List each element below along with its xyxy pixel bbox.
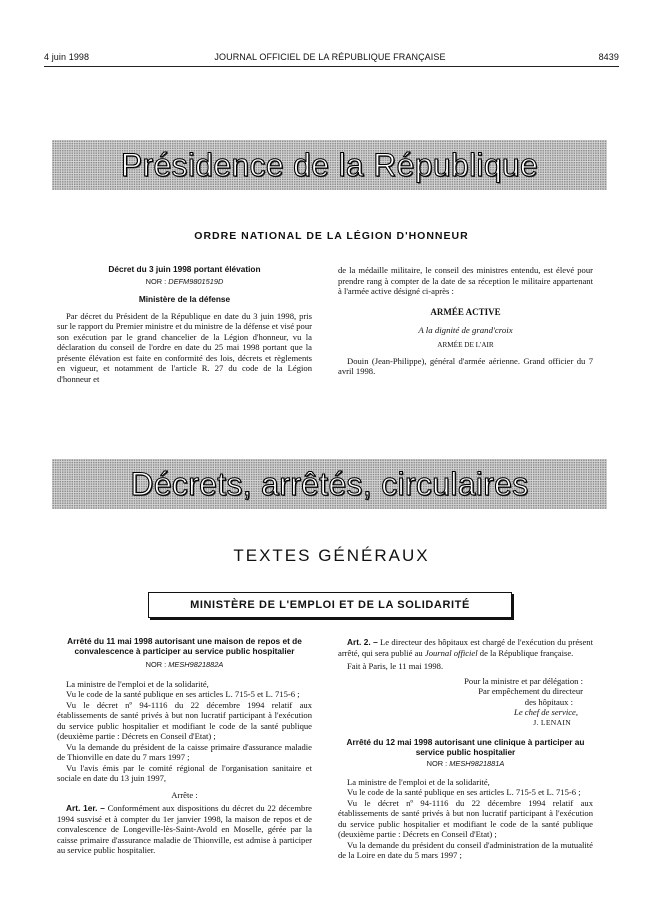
- arrete-1-article-2: [338, 637, 593, 658]
- signature-title: Le chef de service,: [514, 707, 578, 717]
- arrete-1-column: [57, 637, 312, 856]
- banner-decrets-text: Décrets, arrêtés, circulaires: [130, 465, 529, 502]
- arrete-1-paragraph: Vu la demande du président de la caisse primaire d'assurance maladie de Thionville en date du 7 mars 1997 ;: [57, 741, 312, 763]
- header-journal-title: JOURNAL OFFICIEL DE LA RÉPUBLIQUE FRANÇAISE: [214, 52, 446, 62]
- arrete-2-paragraph: Vu la demande du président du conseil d'administration de la mutualité de la Loire en date du 5 mars 1997 ;: [338, 839, 593, 861]
- arrete-1-arrete: Arrête :: [171, 789, 198, 800]
- arrete-1-paragraph: Vu l'avis émis par le comité régional de l'organisation sanitaire et sociale en date du 13 juin 1997,: [57, 762, 312, 784]
- decret-body-continued: de la médaille militaire, le conseil des ministres entendu, est élevé pour prendre rang à compter de la date de sa réception le militaire appartenant à l'armée active désigné ci-après :: [338, 265, 593, 296]
- arrete-1-paragraph: Vu le code de la santé publique en ses articles L. 715-5 et L. 715-6 ;: [66, 689, 300, 700]
- textes-generaux-heading: TEXTES GÉNÉRAUX: [233, 546, 430, 565]
- signature-block: [338, 676, 593, 729]
- decret-column-right: [338, 265, 593, 377]
- arrete-2-paragraph: La ministre de l'emploi et de la solidarité,: [347, 776, 490, 787]
- banner-decrets: [52, 459, 607, 509]
- armee-air-heading: ARMÉE DE L'AIR: [437, 340, 494, 349]
- header-page-number: 8439: [598, 52, 619, 62]
- journal-officiel-ref: Journal officiel: [424, 647, 478, 658]
- arrete-1-article-1: [57, 803, 312, 856]
- article-2-text-end: de la République française.: [479, 647, 574, 658]
- arrete-2-title: Arrêté du 12 mai 1998 autorisant une clinique à participer au service public hospitalier: [346, 737, 585, 757]
- section-title-legion-honneur: ORDRE NATIONAL DE LA LÉGION D'HONNEUR: [194, 230, 469, 242]
- person-entry: Douin (Jean-Philippe), général d'armée aérienne. Grand officier du 7 avril 1998.: [338, 355, 593, 376]
- arrete-right-column: [338, 637, 593, 861]
- arrete-2-nor: [338, 759, 593, 768]
- arrete-1-paragraph: La ministre de l'emploi et de la solidarité,: [66, 678, 209, 689]
- nor-code: DEFM9801519D: [168, 276, 224, 286]
- ministere-box: [148, 592, 512, 618]
- signature-line: Par empêchement du directeur: [478, 686, 583, 696]
- article-1-text: Conformément aux dispositions du décret du 22 décembre 1994 susvisé et à compter du 1er janvier 1998, la maison de repos et de convalescence de Longeville-lès-Saint-Avold en Moselle, gérée par la caisse primaire d'assurance maladie de Thionville, est admise à participer au service public hospitalier.: [57, 803, 312, 856]
- header-date: 4 juin 1998: [44, 52, 90, 62]
- arrete-1-paragraph: Vu le décret nº 94-1116 du 22 décembre 1994 relatif aux établissements de santé privés à but non lucratif participant à l'exécution du service public hospitalier et modifiant le code de la santé publique (deuxième partie : Décrets en Conseil d'Etat) ;: [57, 699, 312, 742]
- arrete-2-paragraph: Vu le décret nº 94-1116 du 22 décembre 1994 relatif aux établissements de santé privés à but non lucratif participant à l'exécution du service public hospitalier et modifiant le code de la santé publique (deuxième partie : Décrets en Conseil d'Etat) ;: [338, 797, 593, 840]
- decret-title: Décret du 3 juin 1998 portant élévation: [108, 264, 261, 274]
- nor-label: NOR :: [145, 659, 167, 669]
- armee-active-heading: ARMÉE ACTIVE: [430, 306, 501, 317]
- banner-presidence-text: Présidence de la République: [120, 146, 539, 183]
- arrete-2-paragraph: Vu le code de la santé publique en ses articles L. 715-5 et L. 715-6 ;: [347, 787, 581, 798]
- ministere-box-label: MINISTÈRE DE L'EMPLOI ET DE LA SOLIDARITÉ: [190, 599, 470, 611]
- signature-name: J. LENAIN: [533, 717, 571, 727]
- arrete-1-nor: [57, 660, 312, 669]
- nor-label: NOR :: [145, 276, 167, 286]
- dignite-heading: A la dignité de grand'croix: [418, 324, 513, 335]
- fait-a-paris: Fait à Paris, le 11 mai 1998.: [347, 661, 444, 671]
- header-rule: [44, 66, 619, 67]
- article-2-label: Art. 2. –: [347, 637, 378, 647]
- nor-code: MESH9821881A: [449, 758, 505, 768]
- signature-line: Pour la ministre et par délégation :: [464, 675, 583, 686]
- banner-presidence: [52, 140, 607, 190]
- decret-body: Par décret du Président de la République en date du 3 juin 1998, pris sur le rapport du Premier ministre et du ministre de la défense et visé pour son exécution par le grand chancelier de la Légion d'honneur, vu la déclaration du conseil de l'ordre en date du 25 mai 1998 portant que la présente élévation est faite en conformité des lois, décrets et règlements en vigueur, et notamment de l'article R. 27 du code de la Légion d'honneur et: [57, 310, 312, 384]
- decret-column-left: [57, 265, 312, 384]
- signature-line: des hôpitaux :: [524, 696, 573, 707]
- decret-nor: [57, 277, 312, 286]
- article-1-label: Art. 1er. –: [66, 803, 105, 814]
- nor-code: MESH9821882A: [168, 659, 224, 669]
- ministere-defense: Ministère de la défense: [138, 293, 231, 304]
- nor-label: NOR :: [426, 758, 448, 768]
- article-2-text: Le directeur des hôpitaux est chargé de l'exécution du présent arrêté, qui sera publié au: [338, 637, 593, 658]
- arrete-1-title: Arrêté du 11 mai 1998 autorisant une maison de repos et de convalescence à participer au service public hospitalier: [67, 636, 302, 656]
